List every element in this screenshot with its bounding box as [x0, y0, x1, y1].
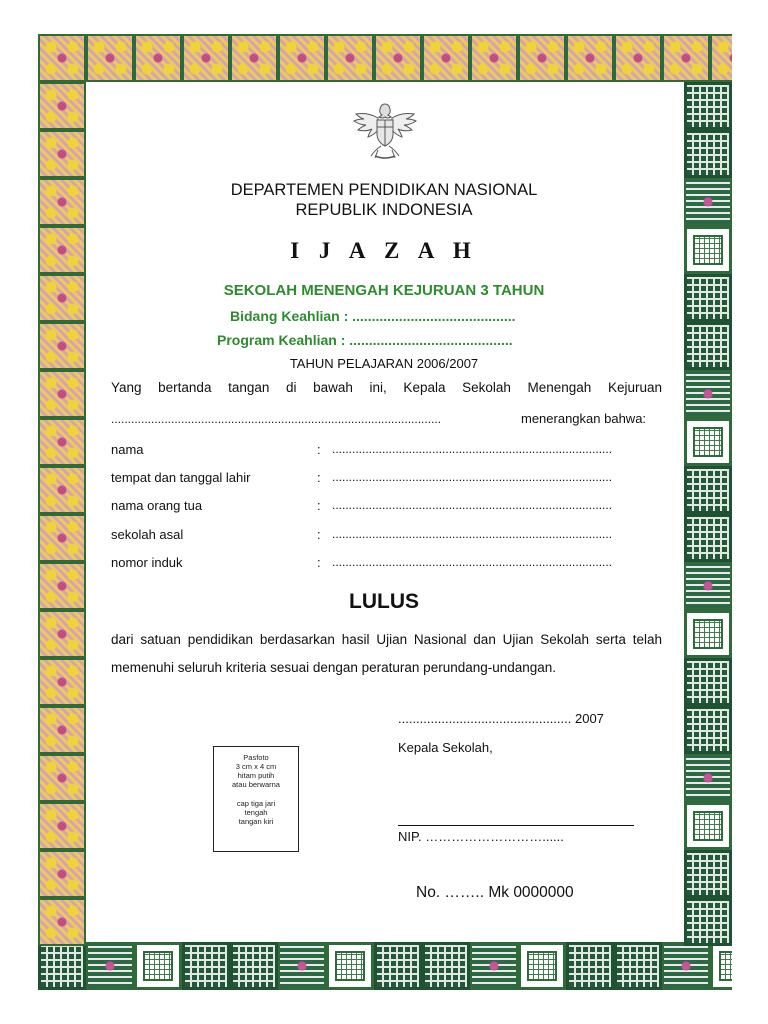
department-heading: [0, 180, 768, 220]
border-tile: [684, 514, 732, 562]
border-tile: [518, 942, 566, 990]
photo-line-2: 3 cm x 4 cm: [235, 762, 277, 771]
border-tile: [684, 658, 732, 706]
field-value-sekolah-asal: ....................................................................................: [332, 527, 613, 541]
border-tile: [470, 942, 518, 990]
signature-title: Kepala Sekolah,: [398, 740, 493, 755]
certificate-title: I J A Z A H: [290, 238, 478, 263]
bidang-keahlian-value: : ..........................................: [343, 308, 516, 324]
signature-line: [398, 825, 634, 826]
border-tile: [230, 34, 278, 82]
field-colon: :: [317, 555, 321, 570]
border-tile: [38, 754, 86, 802]
field-value-tempat-tanggal-lahir: ....................................................................................: [332, 470, 613, 484]
border-tile: [182, 34, 230, 82]
signature-date: ................................................ 2007: [398, 711, 604, 726]
academic-year: TAHUN PELAJARAN 2006/2007: [289, 356, 479, 371]
border-tile: [38, 898, 86, 946]
border-tile: [422, 34, 470, 82]
border-tile: [684, 370, 732, 418]
border-tile: [38, 850, 86, 898]
border-tile: [38, 82, 86, 130]
border-tile: [684, 898, 732, 946]
border-tile: [684, 418, 732, 466]
field-colon: :: [317, 442, 321, 457]
photo-line-1: Pasfoto: [243, 753, 269, 762]
field-value-nama-orang-tua: ....................................................................................: [332, 498, 613, 512]
border-tile: [38, 514, 86, 562]
border-tile: [684, 754, 732, 802]
program-keahlian-value: : ..........................................: [340, 332, 513, 348]
border-tile: [278, 942, 326, 990]
border-tile: [518, 34, 566, 82]
border-tile: [134, 942, 182, 990]
border-tile: [230, 942, 278, 990]
border-tile: [566, 942, 614, 990]
border-tile: [38, 942, 86, 990]
border-tile: [38, 418, 86, 466]
border-tile: [684, 802, 732, 850]
department-line-1: DEPARTEMEN PENDIDIKAN NASIONAL: [230, 181, 538, 199]
border-tile: [374, 34, 422, 82]
garuda-emblem-icon: [348, 96, 422, 170]
border-tile: [662, 34, 710, 82]
intro-line-2-end: menerangkan bahwa:: [521, 411, 647, 426]
program-keahlian-label: Program Keahlian: [217, 332, 337, 348]
result-heading: LULUS: [349, 590, 419, 613]
field-value-nomor-induk: ....................................................................................: [332, 555, 613, 569]
photo-line-6: tengah: [244, 808, 268, 817]
field-colon: :: [317, 470, 321, 485]
border-tile: [134, 34, 182, 82]
field-label-tempat-tanggal-lahir: tempat dan tanggal lahir: [111, 470, 251, 485]
border-tile: [86, 34, 134, 82]
photo-line-5: cap tiga jari: [236, 799, 276, 808]
bidang-keahlian-row: [230, 308, 516, 324]
border-tile: [684, 610, 732, 658]
field-colon: :: [317, 498, 321, 513]
border-tile: [38, 802, 86, 850]
border-tile: [422, 942, 470, 990]
border-tile: [710, 34, 732, 82]
body-paragraph: dari satuan pendidikan berdasarkan hasil Ujian Nasional dan Ujian Sekolah serta telah memenuhi seluruh kriteria sesuai dengan peraturan perundang-undangan.: [111, 632, 662, 675]
field-value-nama: ....................................................................................: [332, 442, 613, 456]
border-tile: [38, 658, 86, 706]
field-label-nama-orang-tua: nama orang tua: [111, 498, 203, 513]
border-tile: [710, 942, 732, 990]
border-tile: [86, 942, 134, 990]
border-tile: [38, 130, 86, 178]
photo-line-7: tangan kiri: [238, 817, 274, 826]
border-tile: [614, 942, 662, 990]
border-tile: [38, 34, 86, 82]
border-tile: [374, 942, 422, 990]
border-tile: [38, 370, 86, 418]
border-tile: [182, 942, 230, 990]
border-tile: [614, 34, 662, 82]
field-label-sekolah-asal: sekolah asal: [111, 527, 184, 542]
intro-dots: ...................................................................................................: [111, 412, 442, 426]
border-tile: [470, 34, 518, 82]
field-label-nomor-induk: nomor induk: [111, 555, 183, 570]
photo-gap: [214, 789, 298, 799]
photo-line-4: atau berwarna: [232, 780, 280, 789]
border-tile: [326, 34, 374, 82]
photo-placeholder-box: [213, 746, 299, 852]
border-tile: [326, 942, 374, 990]
border-tile: [684, 466, 732, 514]
serial-number: No. …….. Mk 0000000: [416, 884, 574, 901]
border-tile: [566, 34, 614, 82]
border-tile: [684, 130, 732, 178]
border-tile: [278, 34, 326, 82]
field-colon: :: [317, 527, 321, 542]
bidang-keahlian-label: Bidang Keahlian: [230, 308, 340, 324]
field-label-nama: nama: [111, 442, 144, 457]
border-tile: [662, 942, 710, 990]
school-type: SEKOLAH MENENGAH KEJURUAN 3 TAHUN: [223, 282, 545, 299]
border-tile: [684, 850, 732, 898]
photo-line-3: hitam putih: [237, 771, 275, 780]
border-tile: [684, 82, 732, 130]
program-keahlian-row: [217, 332, 513, 348]
border-tile: [38, 610, 86, 658]
border-tile: [684, 706, 732, 754]
intro-line-1: Yang bertanda tangan di bawah ini, Kepala Sekolah Menengah Kejuruan: [111, 380, 662, 395]
border-tile: [38, 466, 86, 514]
department-line-2: REPUBLIK INDONESIA: [295, 201, 473, 219]
border-tile: [38, 706, 86, 754]
signature-nip: NIP. ………………………......: [398, 829, 564, 844]
